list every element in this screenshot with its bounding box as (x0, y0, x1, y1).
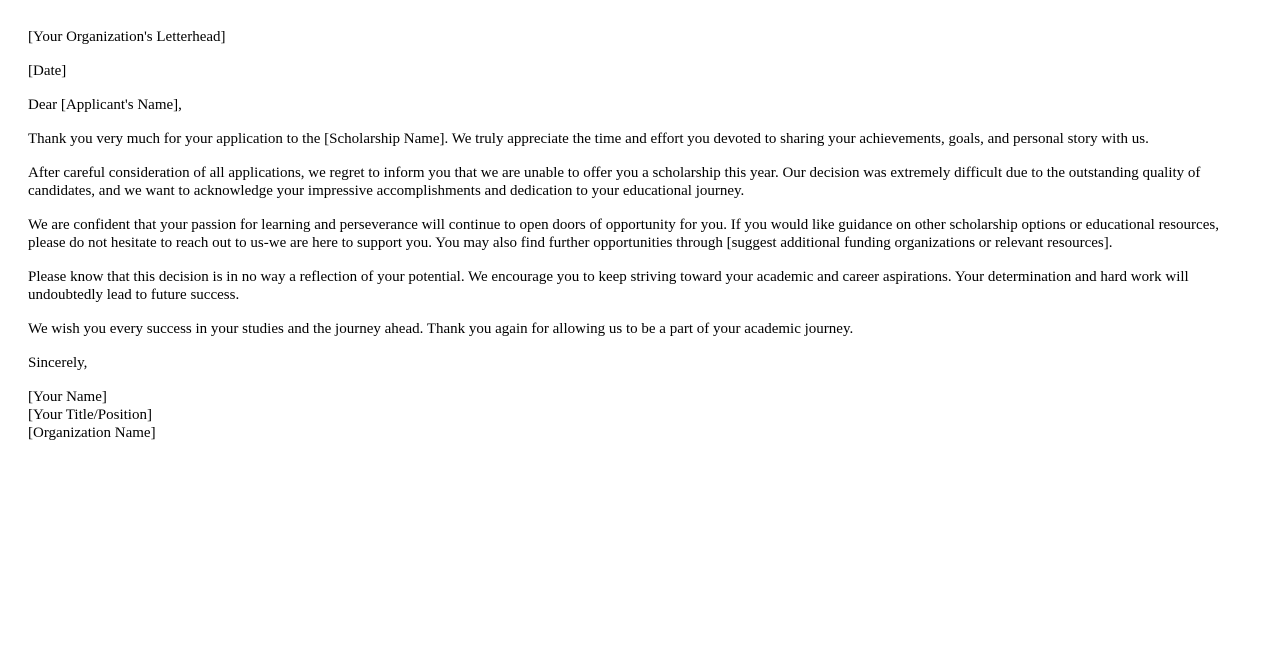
signature-name: [Your Name] (28, 389, 107, 405)
paragraph-support: We are confident that your passion for learning and perseverance will continue to open doors of opportunity for you. If you would like guidance on other scholarship options or educational resources, please do not hesitate to reach out to us-we are here to support you. You may also find further opportunities through [suggest additional funding organizations or relevant resources]. (28, 217, 1219, 251)
paragraph-wishes: We wish you every success in your studies and the journey ahead. Thank you again for allowing us to be a part of your academic journey. (28, 321, 854, 337)
signature-organization: [Organization Name] (28, 425, 156, 441)
letterhead: [Your Organization's Letterhead] (28, 29, 226, 45)
paragraph-encouragement: Please know that this decision is in no way a reflection of your potential. We encourage you to keep striving toward your academic and career aspirations. Your determination and hard work will undoubtedly lead to future success. (28, 269, 1189, 303)
salutation: Dear [Applicant's Name], (28, 97, 182, 113)
closing: Sincerely, (28, 355, 88, 371)
signature-title: [Your Title/Position] (28, 407, 152, 423)
letter-date: [Date] (28, 63, 67, 79)
signature-block (28, 388, 1248, 442)
letter-body (28, 28, 1248, 458)
paragraph-decision: After careful consideration of all applications, we regret to inform you that we are unable to offer you a scholarship this year. Our decision was extremely difficult due to the outstanding quality of candidates, and we want to acknowledge your impressive accomplishments and dedication to your educational journey. (28, 165, 1201, 199)
paragraph-thanks: Thank you very much for your application to the [Scholarship Name]. We truly appreciate the time and effort you devoted to sharing your achievements, goals, and personal story with us. (28, 131, 1149, 147)
